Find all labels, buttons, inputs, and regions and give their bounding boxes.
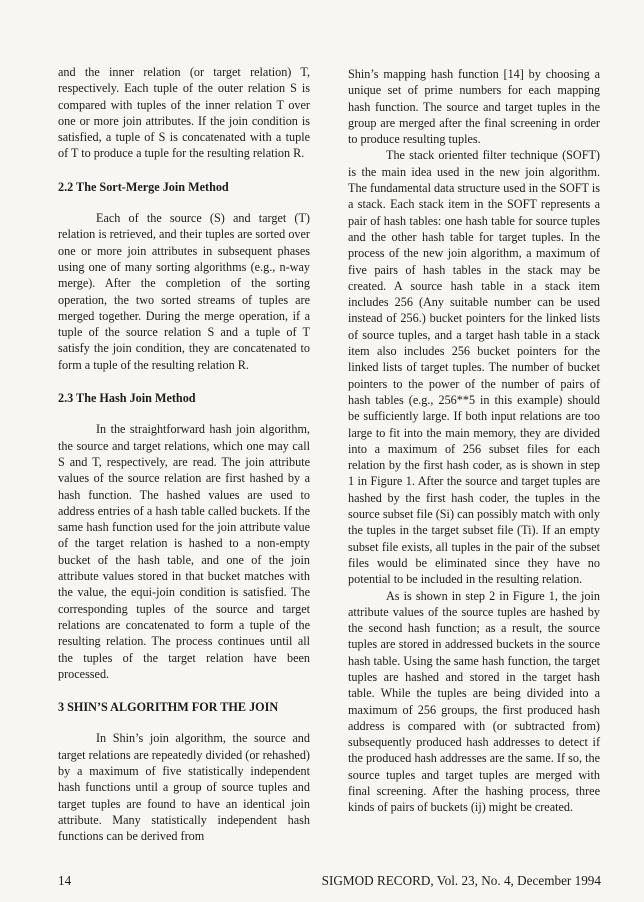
page-number: 14 — [58, 873, 72, 888]
paragraph-soft: The stack oriented filter technique (SOFT) is the main idea used in the new join algorithm. The fundamental data structure used in the SOFT is a stack. Each stack item in the SOFT represents a pair of hash tables: one hash table for source tuples and the other hash table for target tuples. In the process of the new join algorithm, a maximum of five pairs of hash tables in the stack may be created. A source hash table in a stack item includes 256 (Any suitable number can be used instead of 256.) bucket pointers for the linked lists of source tuples, and a target hash table in a stack item also includes 256 bucket pointers for the linked lists of target tuples. The number of bucket pointers to the power of the number of pairs of hash tables (e.g., 256**5 in this example) should be sufficiently large. If both input relations are too large to fit into the main memory, they are divided into a maximum of 256 subset files for each relation by the first hash coder, as is shown in step 1 in Figure 1. After the source and target tuples are hashed by the first hash coder, the tuples in the source subset file (Si) can possibly match with only the tuples in the target subset file (Ti). If an empty subset file exists, all tuples in the pair of the subset files would be eliminated since they have no potential to be included in the resulting relation. — [348, 148, 600, 587]
paragraph-continued: and the inner relation (or target relation) T, respectively. Each tuple of the outer relation S is compared with tuples of the inner relation T over one or more join attributes. If the join condition is satisfied, a tuple of S is concatenated with a tuple of T to produce a tuple for the resulting relation R. — [58, 65, 310, 161]
journal-citation: SIGMOD RECORD, Vol. 23, No. 4, December 1994 — [321, 873, 601, 888]
section-heading-shin-algorithm: 3 SHIN’S ALGORITHM FOR THE JOIN — [58, 700, 279, 715]
right-column — [348, 66, 600, 816]
left-column — [58, 64, 310, 844]
section-heading-sort-merge: 2.2 The Sort-Merge Join Method — [58, 179, 229, 194]
paragraph-sort-merge: Each of the source (S) and target (T) relation is retrieved, and their tuples are sorted over one or more join attributes in subsequent phases using one of many sorting algorithms (e.g., n-way merge). After the completion of the sorting operation, the two sorted streams of tuples are merged together. During the merge operation, if a tuple of the source relation S and a tuple of T satisfy the join condition, they are concatenated to form a tuple of the resulting relation R. — [58, 211, 310, 372]
paragraph-step-2: As is shown in step 2 in Figure 1, the join attribute values of the source tuples are hashed by the second hash function; as a result, the source tuples are stored in addressed buckets in the source hash table. Using the same hash function, the target tuples are hashed and stored in the target hash table. While the tuples are being divided into a maximum of 256 groups, the first produced hash address is compared with (or subtracted from) subsequently produced hash addresses to detect if the produced hash addresses are the same. If so, the source tuples and target tuples are merged with final screening. After the hashing process, three kinds of pairs of buckets (ij) might be created. — [348, 588, 600, 815]
section-heading-hash-join: 2.3 The Hash Join Method — [58, 391, 196, 406]
paragraph-shin-algorithm: In Shin’s join algorithm, the source and target relations are repeatedly divided (or rehashed) by a maximum of five statistically independent hash functions until a group of source tuples and target tuples are found to have an identical join attribute. Many statistically independent hash functions can be derived from — [58, 731, 310, 844]
paragraph-hash-join: In the straightforward hash join algorithm, the source and target relations, which one may call S and T, respectively, are read. The join attribute values of the source relation are first hashed by a hash function. The hashed values are used to address entries of a hash table called buckets. If the same hash function used for the join attribute value of the target relation is hashed to a non-empty bucket of the hash table, and one of the join attribute values stored in that bucket matches with the value, the equi-join condition is satisfied. The corresponding tuples of the source and target relations are concatenated to form a tuple of the resulting relation. The process continues until all the tuples of the target relation have been processed. — [58, 422, 310, 681]
paragraph-continued-right: Shin’s mapping hash function [14] by choosing a unique set of prime numbers for each mapping hash function. The source and target tuples in the group are merged after the final screening in order to produce resulting tuples. — [348, 67, 600, 147]
